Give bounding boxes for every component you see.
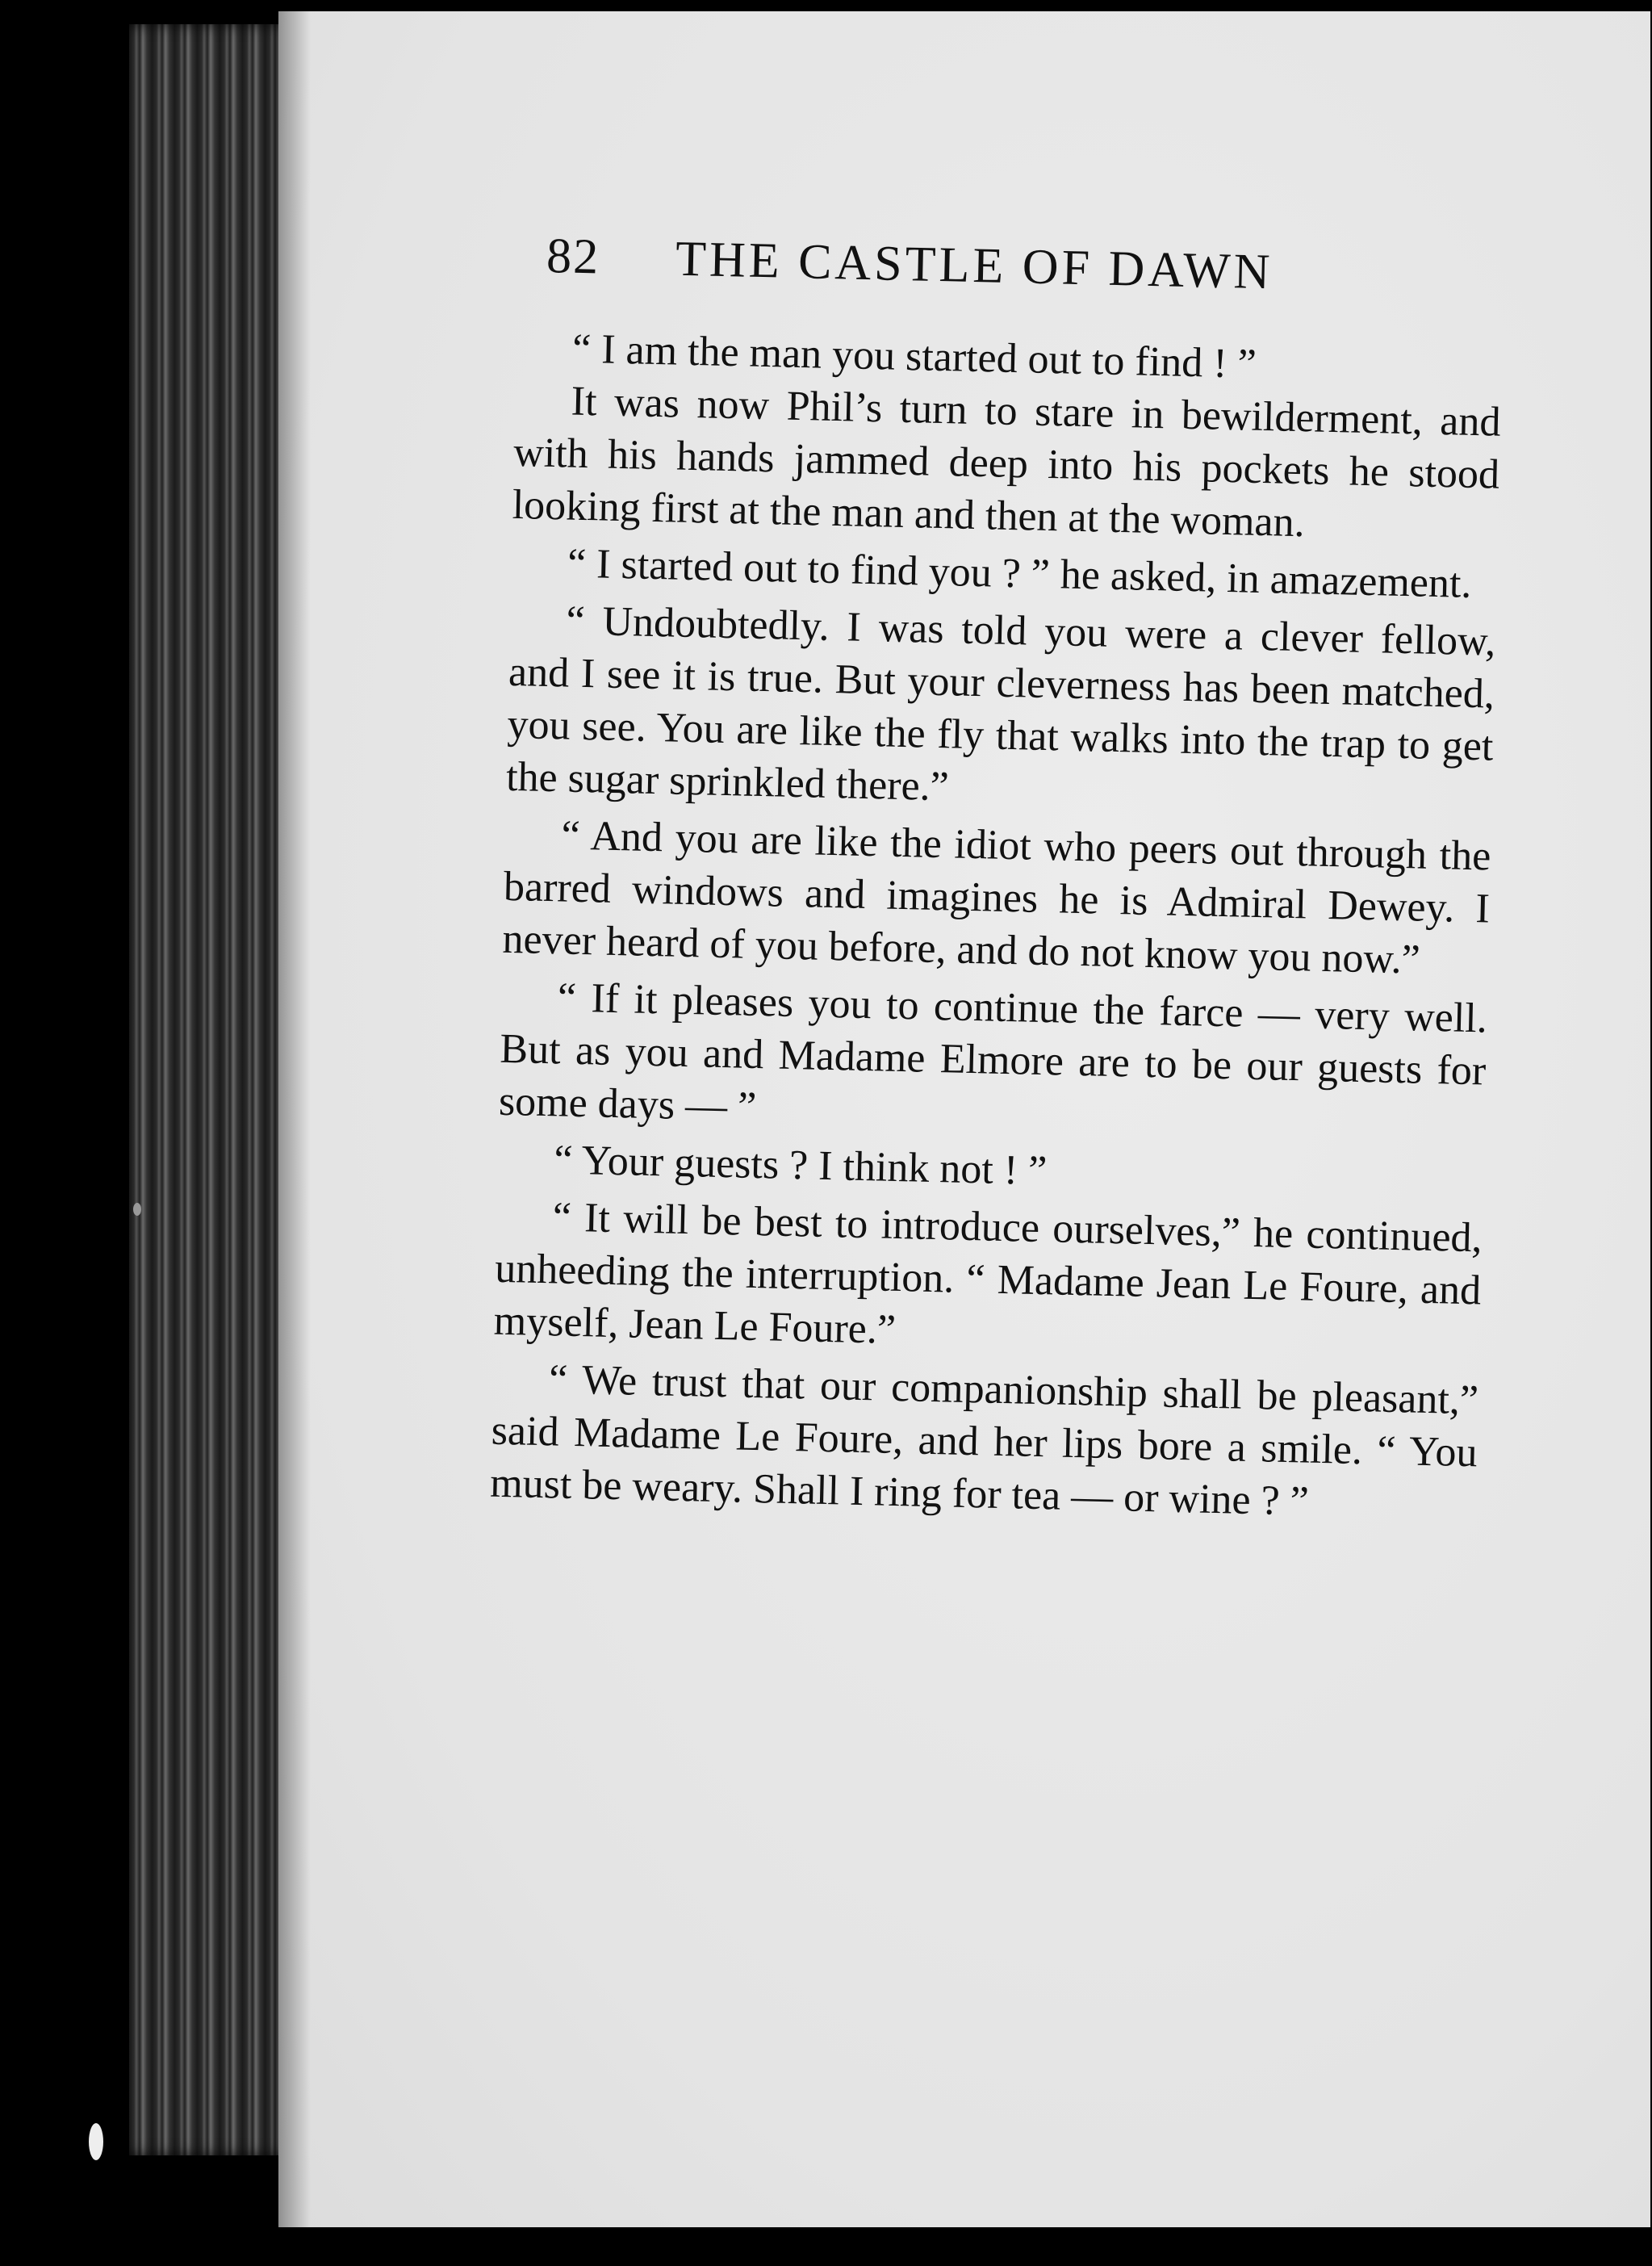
paragraph: “ If it pleases you to continue the farce — very well. But as you and Madame Elmore are to be our guests for some days — ” <box>498 974 1488 1130</box>
paragraph: “ We trust that our companionship shall be pleasant,” said Madame Le Foure, and her lips bore a smile. “ You must be weary. Shall I ring for tea — or wine ? ” <box>489 1356 1479 1525</box>
page-number: 82 <box>546 228 600 285</box>
paragraph: “ I started out to find you ? ” he asked, in amazement. <box>567 540 1473 607</box>
scan-speck <box>89 2123 103 2160</box>
paragraph: “ It will be best to introduce ourselves,” he continued, unheeding the interruption. “ Madame Jean Le Foure, and myself, Jean Le Foure.” <box>493 1194 1483 1353</box>
paragraph: “ Undoubtedly. I was told you were a clever fellow, and I see it is true. But your cleverness has been matched, you see. You are like the fly that walks into the trap to get the sugar sprinkled there.” <box>505 597 1496 810</box>
paragraph: It was now Phil’s turn to stare in bewilderment, and with his hands jammed deep into his pockets he stood looking first at the man and then at the woman. <box>512 378 1502 547</box>
paragraph: “ Your guests ? I think not ! ” <box>553 1137 1048 1195</box>
paragraph: “ And you are like the idiot who peers out through the barred windows and imagines he is Admiral Dewey. I never heard of you before, and do not know you now.” <box>501 812 1491 983</box>
page-gutter-shadow <box>278 11 311 2227</box>
scan-speck <box>133 1203 141 1216</box>
paragraph: “ I am the man you started out to find ! ” <box>571 325 1257 387</box>
running-title: THE CASTLE OF DAWN <box>675 231 1274 300</box>
body-text <box>490 321 1503 1531</box>
book-spine-edge <box>129 24 291 2155</box>
